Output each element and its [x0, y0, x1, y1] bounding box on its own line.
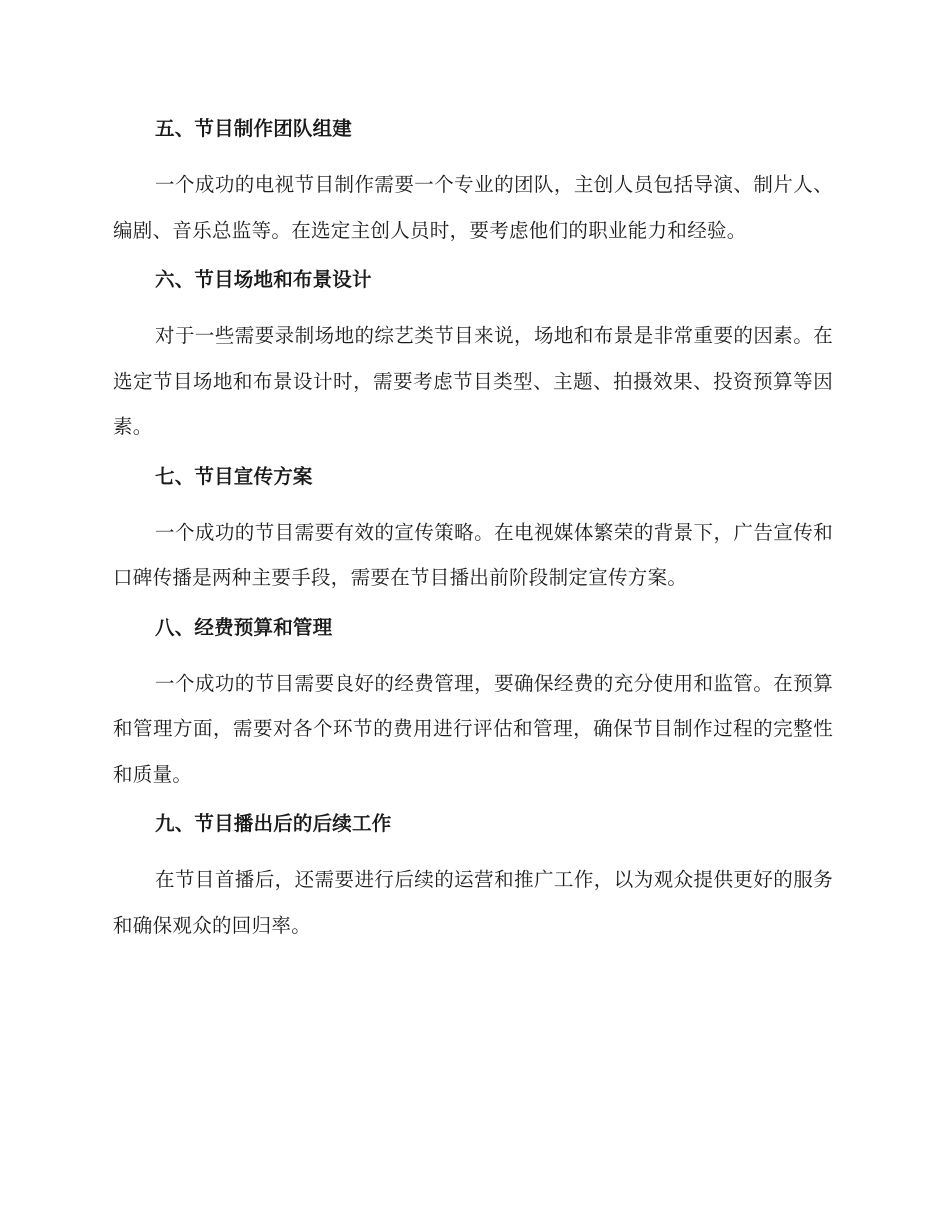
section-paragraph: 对于一些需要录制场地的综艺类节目来说，场地和布景是非常重要的因素。在选定节目场地和布景设计时，需要考虑节目类型、主题、拍摄效果、投资预算等因素。 — [113, 324, 833, 438]
section-venue — [113, 261, 833, 450]
section-follow-up — [113, 805, 833, 948]
section-paragraph: 一个成功的节目需要有效的宣传策略。在电视媒体繁荣的背景下，广告宣传和口碑传播是两种主要手段，需要在节目播出前阶段制定宣传方案。 — [113, 520, 833, 589]
section-heading: 六、节目场地和布景设计 — [155, 268, 372, 291]
section-budget — [113, 609, 833, 798]
section-promotion — [113, 458, 833, 601]
section-paragraph: 在节目首播后，还需要进行后续的运营和推广工作，以为观众提供更好的服务和确保观众的回归率。 — [113, 868, 833, 937]
section-heading: 五、节目制作团队组建 — [155, 117, 353, 140]
document-body — [113, 110, 833, 956]
section-paragraph: 一个成功的节目需要良好的经费管理，要确保经费的充分使用和监管。在预算和管理方面，需要对各个环节的费用进行评估和管理，确保节目制作过程的完整性和质量。 — [113, 671, 833, 786]
section-paragraph: 一个成功的电视节目制作需要一个专业的团队，主创人员包括导演、制片人、编剧、音乐总监等。在选定主创人员时，要考虑他们的职业能力和经验。 — [113, 173, 833, 242]
section-heading: 八、经费预算和管理 — [155, 615, 333, 639]
section-heading: 七、节目宣传方案 — [155, 464, 313, 488]
section-team — [113, 110, 833, 253]
section-heading: 九、节目播出后的后续工作 — [155, 812, 392, 835]
